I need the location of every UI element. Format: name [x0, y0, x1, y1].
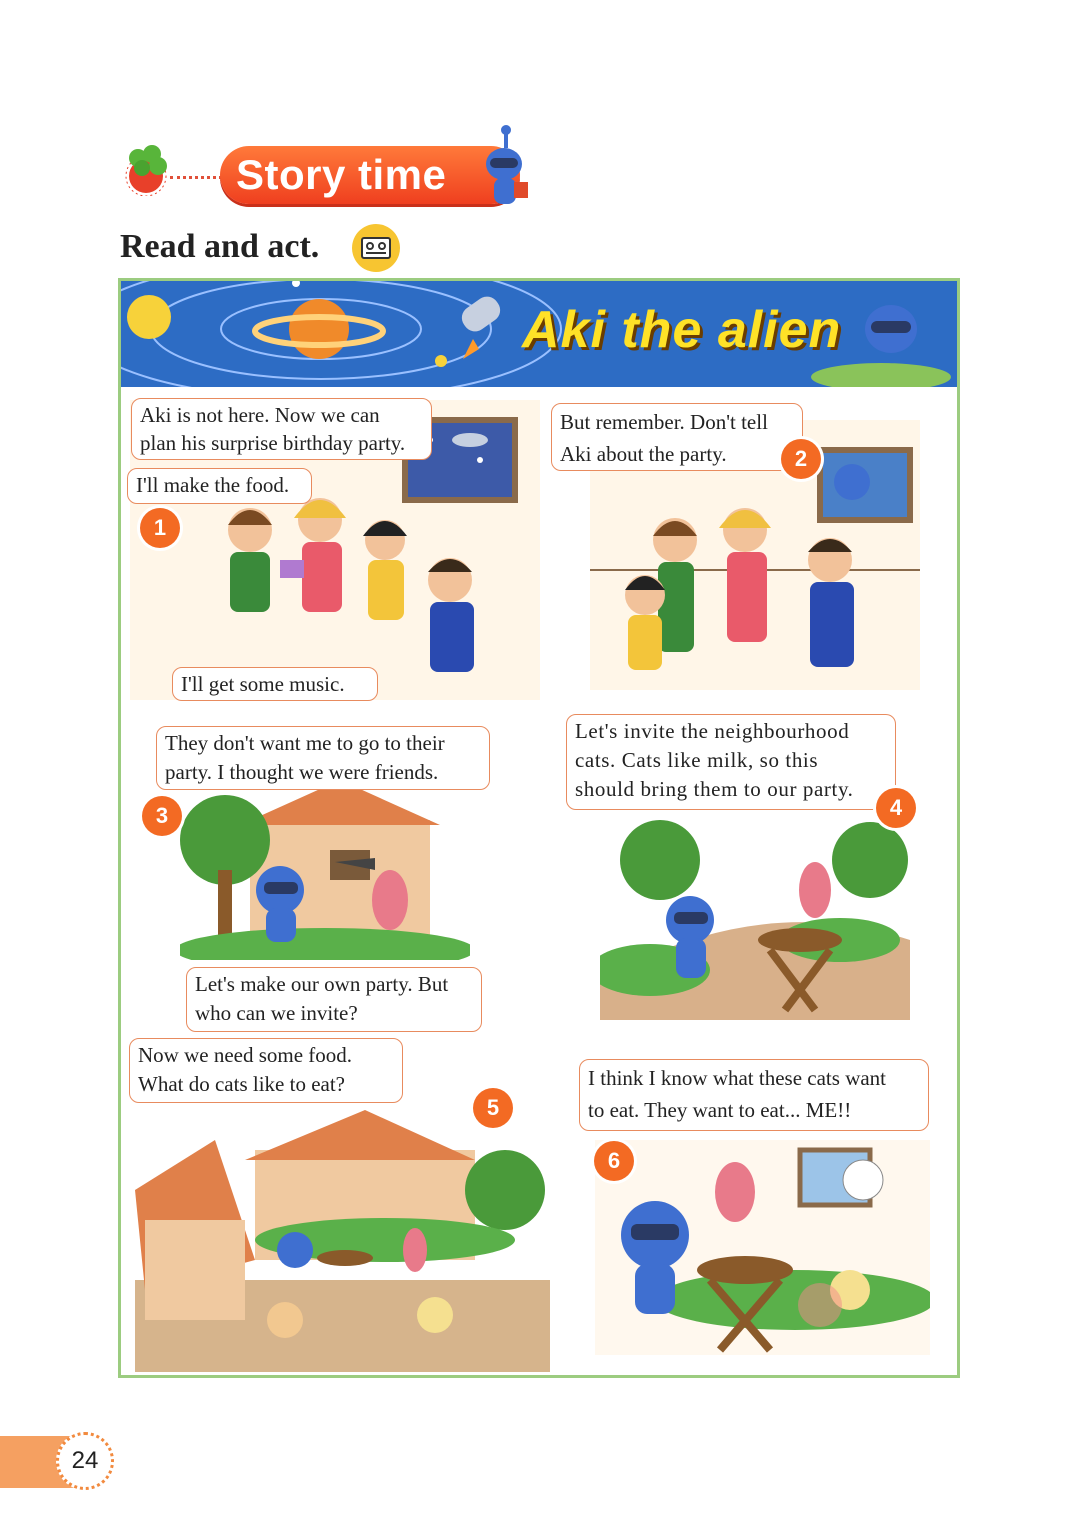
page-number: 24: [71, 1447, 99, 1474]
speech-bubble: I'll get some music.: [172, 667, 378, 701]
scene-6: [595, 1140, 930, 1355]
speech-bubble: Let's invite the neighbourhood cats. Cats like milk, so this should bring them to our party.: [566, 714, 896, 810]
dotted-connector: [170, 176, 222, 179]
speech-bubble: Let's make our own party. But who can we invite?: [186, 967, 482, 1032]
speech-bubble: Aki is not here. Now we can plan his surprise birthday party.: [131, 398, 432, 460]
panel-number-badge: 4: [876, 788, 916, 828]
scene-4: [600, 820, 910, 1020]
panel-number-badge: 2: [781, 439, 821, 479]
panel-number-badge: 1: [140, 508, 180, 548]
scene-5: [135, 1110, 550, 1372]
speech-bubble: I'll make the food.: [127, 468, 312, 504]
speech-bubble: But remember. Don't tell Aki about the party.: [551, 403, 803, 471]
panel-number-badge: 3: [142, 796, 182, 836]
instruction-heading: Read and act.: [120, 228, 320, 265]
speech-bubble: I think I know what these cats want to eat. They want to eat... ME!!: [579, 1059, 929, 1131]
speech-bubble: Now we need some food. What do cats like to eat?: [129, 1038, 403, 1103]
cassette-audio-icon[interactable]: [350, 222, 402, 274]
section-label: Story time: [236, 151, 447, 198]
panel-number-badge: 5: [473, 1088, 513, 1128]
panel-number-badge: 6: [594, 1141, 634, 1181]
clover-icon: [120, 140, 176, 196]
scene-3: [180, 780, 470, 960]
alien-mascot-icon: [470, 124, 540, 214]
speech-bubble: They don't want me to go to their party. I thought we were friends.: [156, 726, 490, 790]
story-title: Aki the alien: [522, 301, 842, 359]
